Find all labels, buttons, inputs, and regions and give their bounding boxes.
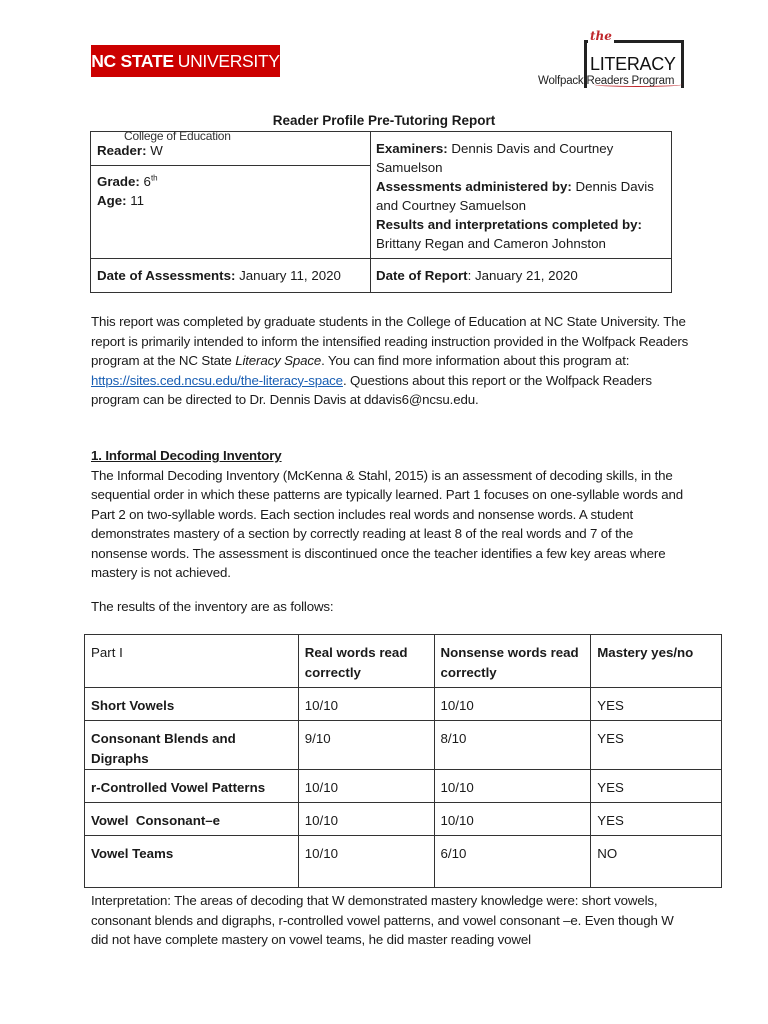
table-row bbox=[85, 803, 722, 836]
grade-label: Grade: bbox=[97, 174, 140, 189]
row-pattern: r-Controlled Vowel Patterns bbox=[85, 770, 299, 803]
section1-heading: 1. Informal Decoding Inventory bbox=[91, 448, 282, 463]
date-report-value: : January 21, 2020 bbox=[467, 268, 578, 283]
administered-label: Assessments administered by: bbox=[376, 179, 572, 194]
header-part: Part I bbox=[85, 635, 299, 688]
row-real: 10/10 bbox=[298, 803, 434, 836]
section1-body: The Informal Decoding Inventory (McKenna & Stahl, 2015) is an assessment of decoding skills, in the sequential order in which these patterns are typically learned. Part 1 focuses on one-syllable words and Part 2 on two-syllable words. Each section includes real words and nonsense words. A student demonstrates mastery of a section by correctly reading at least 8 of the real words and 7 of the nonsense words. The assessment is discontinued once the teacher identifies a few key areas where mastery is not achieved. bbox=[91, 467, 683, 580]
table-row bbox=[85, 721, 722, 770]
header-nonsense-words: Nonsense words read correctly bbox=[434, 635, 591, 688]
header-mastery: Mastery yes/no bbox=[591, 635, 722, 688]
grade-age-cell bbox=[91, 166, 370, 259]
date-assessments-label: Date of Assessments: bbox=[97, 268, 236, 283]
intro-paragraph bbox=[91, 312, 691, 410]
examiners-label: Examiners: bbox=[376, 141, 448, 156]
reader-value: W bbox=[146, 143, 163, 158]
table-row bbox=[85, 770, 722, 803]
section1-block bbox=[91, 446, 691, 583]
reader-info-left-column bbox=[91, 132, 371, 292]
row-real: 10/10 bbox=[298, 836, 434, 888]
ncsu-logo-bold: NC STATE bbox=[91, 50, 174, 71]
date-assessments-value: January 11, 2020 bbox=[235, 268, 341, 283]
row-mastery: YES bbox=[591, 688, 722, 721]
row-real: 9/10 bbox=[298, 721, 434, 770]
header-real-words: Real words read correctly bbox=[298, 635, 434, 688]
literacy-logo-the: the bbox=[590, 29, 612, 43]
date-report-cell bbox=[370, 259, 671, 292]
interpretation-paragraph: Interpretation: The areas of decoding that W demonstrated mastery knowledge were: short vowels, consonant blends and digraphs, r-controlled vowel patterns, and vowel consonant –e. Even though W did not have complete mastery on vowel teams, he did master reading vowel bbox=[91, 893, 674, 947]
intro-text-1: This report was completed by graduate students in the College of Education at NC State University. The report is primarily intended to inform the intensified reading instruction provided in the Wolfpack Readers program at the NC State bbox=[91, 314, 689, 368]
grade-value: 6 bbox=[139, 174, 151, 189]
table-row bbox=[85, 836, 722, 888]
date-assessments-cell bbox=[91, 259, 370, 292]
table-header-row bbox=[85, 635, 722, 688]
row-mastery: YES bbox=[591, 803, 722, 836]
college-of-education-label: College of Education bbox=[124, 129, 231, 143]
date-report-label: Date of Report bbox=[376, 268, 468, 283]
results-intro: The results of the inventory are as follows: bbox=[91, 599, 334, 614]
report-title: Reader Profile Pre-Tutoring Report bbox=[272, 113, 496, 128]
decoding-results-table bbox=[84, 634, 722, 888]
row-real: 10/10 bbox=[298, 688, 434, 721]
reader-label: Reader: bbox=[97, 143, 147, 158]
row-nonsense: 10/10 bbox=[434, 770, 591, 803]
row-nonsense: 6/10 bbox=[434, 836, 591, 888]
literacy-space-link[interactable]: https://sites.ced.ncsu.edu/the-literacy-space bbox=[91, 372, 343, 388]
row-real: 10/10 bbox=[298, 770, 434, 803]
row-mastery: YES bbox=[591, 770, 722, 803]
intro-text-2: . You can find more information about this program at: bbox=[321, 353, 630, 368]
administered-value: Dennis Davis and Courtney Samuelson bbox=[376, 179, 654, 213]
row-pattern: Vowel Teams bbox=[85, 836, 299, 888]
reader-info-right-column bbox=[370, 132, 671, 292]
results-completed-value: Brittany Regan and Cameron Johnston bbox=[376, 236, 606, 251]
age-label: Age: bbox=[97, 193, 127, 208]
literacy-logo-word: LITERACY bbox=[590, 54, 676, 74]
examiners-value: Dennis Davis and Courtney Samuelson bbox=[376, 141, 614, 175]
row-pattern: Vowel Consonant–e bbox=[85, 803, 299, 836]
intro-text-3: . Questions about this report or the Wolfpack Readers program can be directed to Dr. Dennis Davis at ddavis6@ncsu.edu. bbox=[91, 372, 652, 407]
ncsu-logo-light: UNIVERSITY bbox=[177, 50, 280, 71]
reader-info-table bbox=[90, 131, 672, 293]
age-value: 11 bbox=[126, 193, 145, 208]
ncsu-logo bbox=[91, 45, 280, 77]
row-pattern: Consonant Blends and Digraphs bbox=[85, 721, 299, 770]
row-nonsense: 10/10 bbox=[434, 803, 591, 836]
table-row bbox=[85, 688, 722, 721]
row-mastery: YES bbox=[591, 721, 722, 770]
examiners-cell bbox=[370, 132, 671, 259]
literacy-logo-subtitle: Wolfpack Readers Program bbox=[538, 75, 675, 87]
grade-suffix: th bbox=[150, 173, 158, 183]
row-mastery: NO bbox=[591, 836, 722, 888]
intro-italic: Literacy Space bbox=[235, 353, 322, 368]
row-nonsense: 8/10 bbox=[434, 721, 591, 770]
row-nonsense: 10/10 bbox=[434, 688, 591, 721]
results-completed-label: Results and interpretations completed by: bbox=[376, 217, 642, 232]
row-pattern: Short Vowels bbox=[85, 688, 299, 721]
